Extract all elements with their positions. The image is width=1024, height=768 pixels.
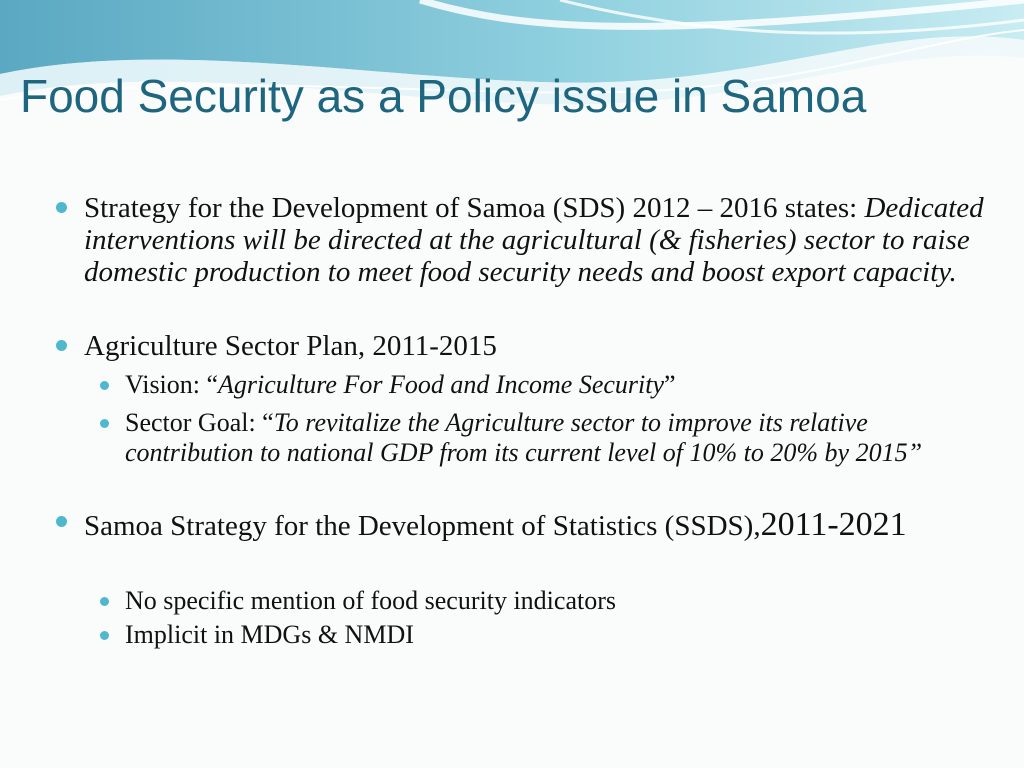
sds-quote-text: Dedicated interventions will be directed at the agricultural (& fisheries) sector to raise domestic production to meet food security needs and boost export capacity.	[84, 192, 984, 288]
bullet-agriculture-plan	[84, 330, 984, 362]
bullet-dot-icon	[56, 516, 67, 527]
bullet-dot-icon	[100, 597, 109, 606]
bullet-dot-icon	[56, 202, 67, 213]
bullet-dot-icon	[100, 631, 109, 640]
goal-quote-text: To revitalize the Agriculture sector to improve its relative contribution to national GDP from its current level of 10% to 20% by 2015”	[125, 408, 923, 467]
bullet-dot-icon	[100, 419, 109, 428]
vision-lead-text: Vision: “	[125, 370, 219, 399]
ssds-year-text: 2011-2021	[760, 506, 907, 543]
vision-tail-text: ”	[664, 370, 676, 399]
sub-bullet-vision	[125, 370, 985, 400]
sub-bullet-implicit	[125, 620, 985, 650]
ssds-text: Samoa Strategy for the Development of Statistics (SSDS),	[84, 510, 761, 542]
sds-lead-text: Strategy for the Development of Samoa (SDS) 2012 – 2016 states:	[84, 192, 865, 224]
slide-title: Food Security as a Policy issue in Samoa	[20, 70, 867, 122]
no-mention-text: No specific mention of food security indicators	[125, 586, 616, 615]
bullet-sds	[84, 192, 984, 288]
sub-bullet-sector-goal	[125, 408, 985, 468]
bullet-dot-icon	[56, 340, 67, 351]
bullet-ssds	[84, 506, 984, 545]
implicit-text: Implicit in MDGs & NMDI	[125, 620, 414, 649]
agriculture-plan-text: Agriculture Sector Plan, 2011-2015	[84, 330, 497, 362]
sub-bullet-no-mention	[125, 586, 985, 616]
vision-quote-text: Agriculture For Food and Income Security	[218, 370, 665, 399]
bullet-dot-icon	[100, 381, 109, 390]
goal-lead-text: Sector Goal: “	[125, 408, 274, 437]
